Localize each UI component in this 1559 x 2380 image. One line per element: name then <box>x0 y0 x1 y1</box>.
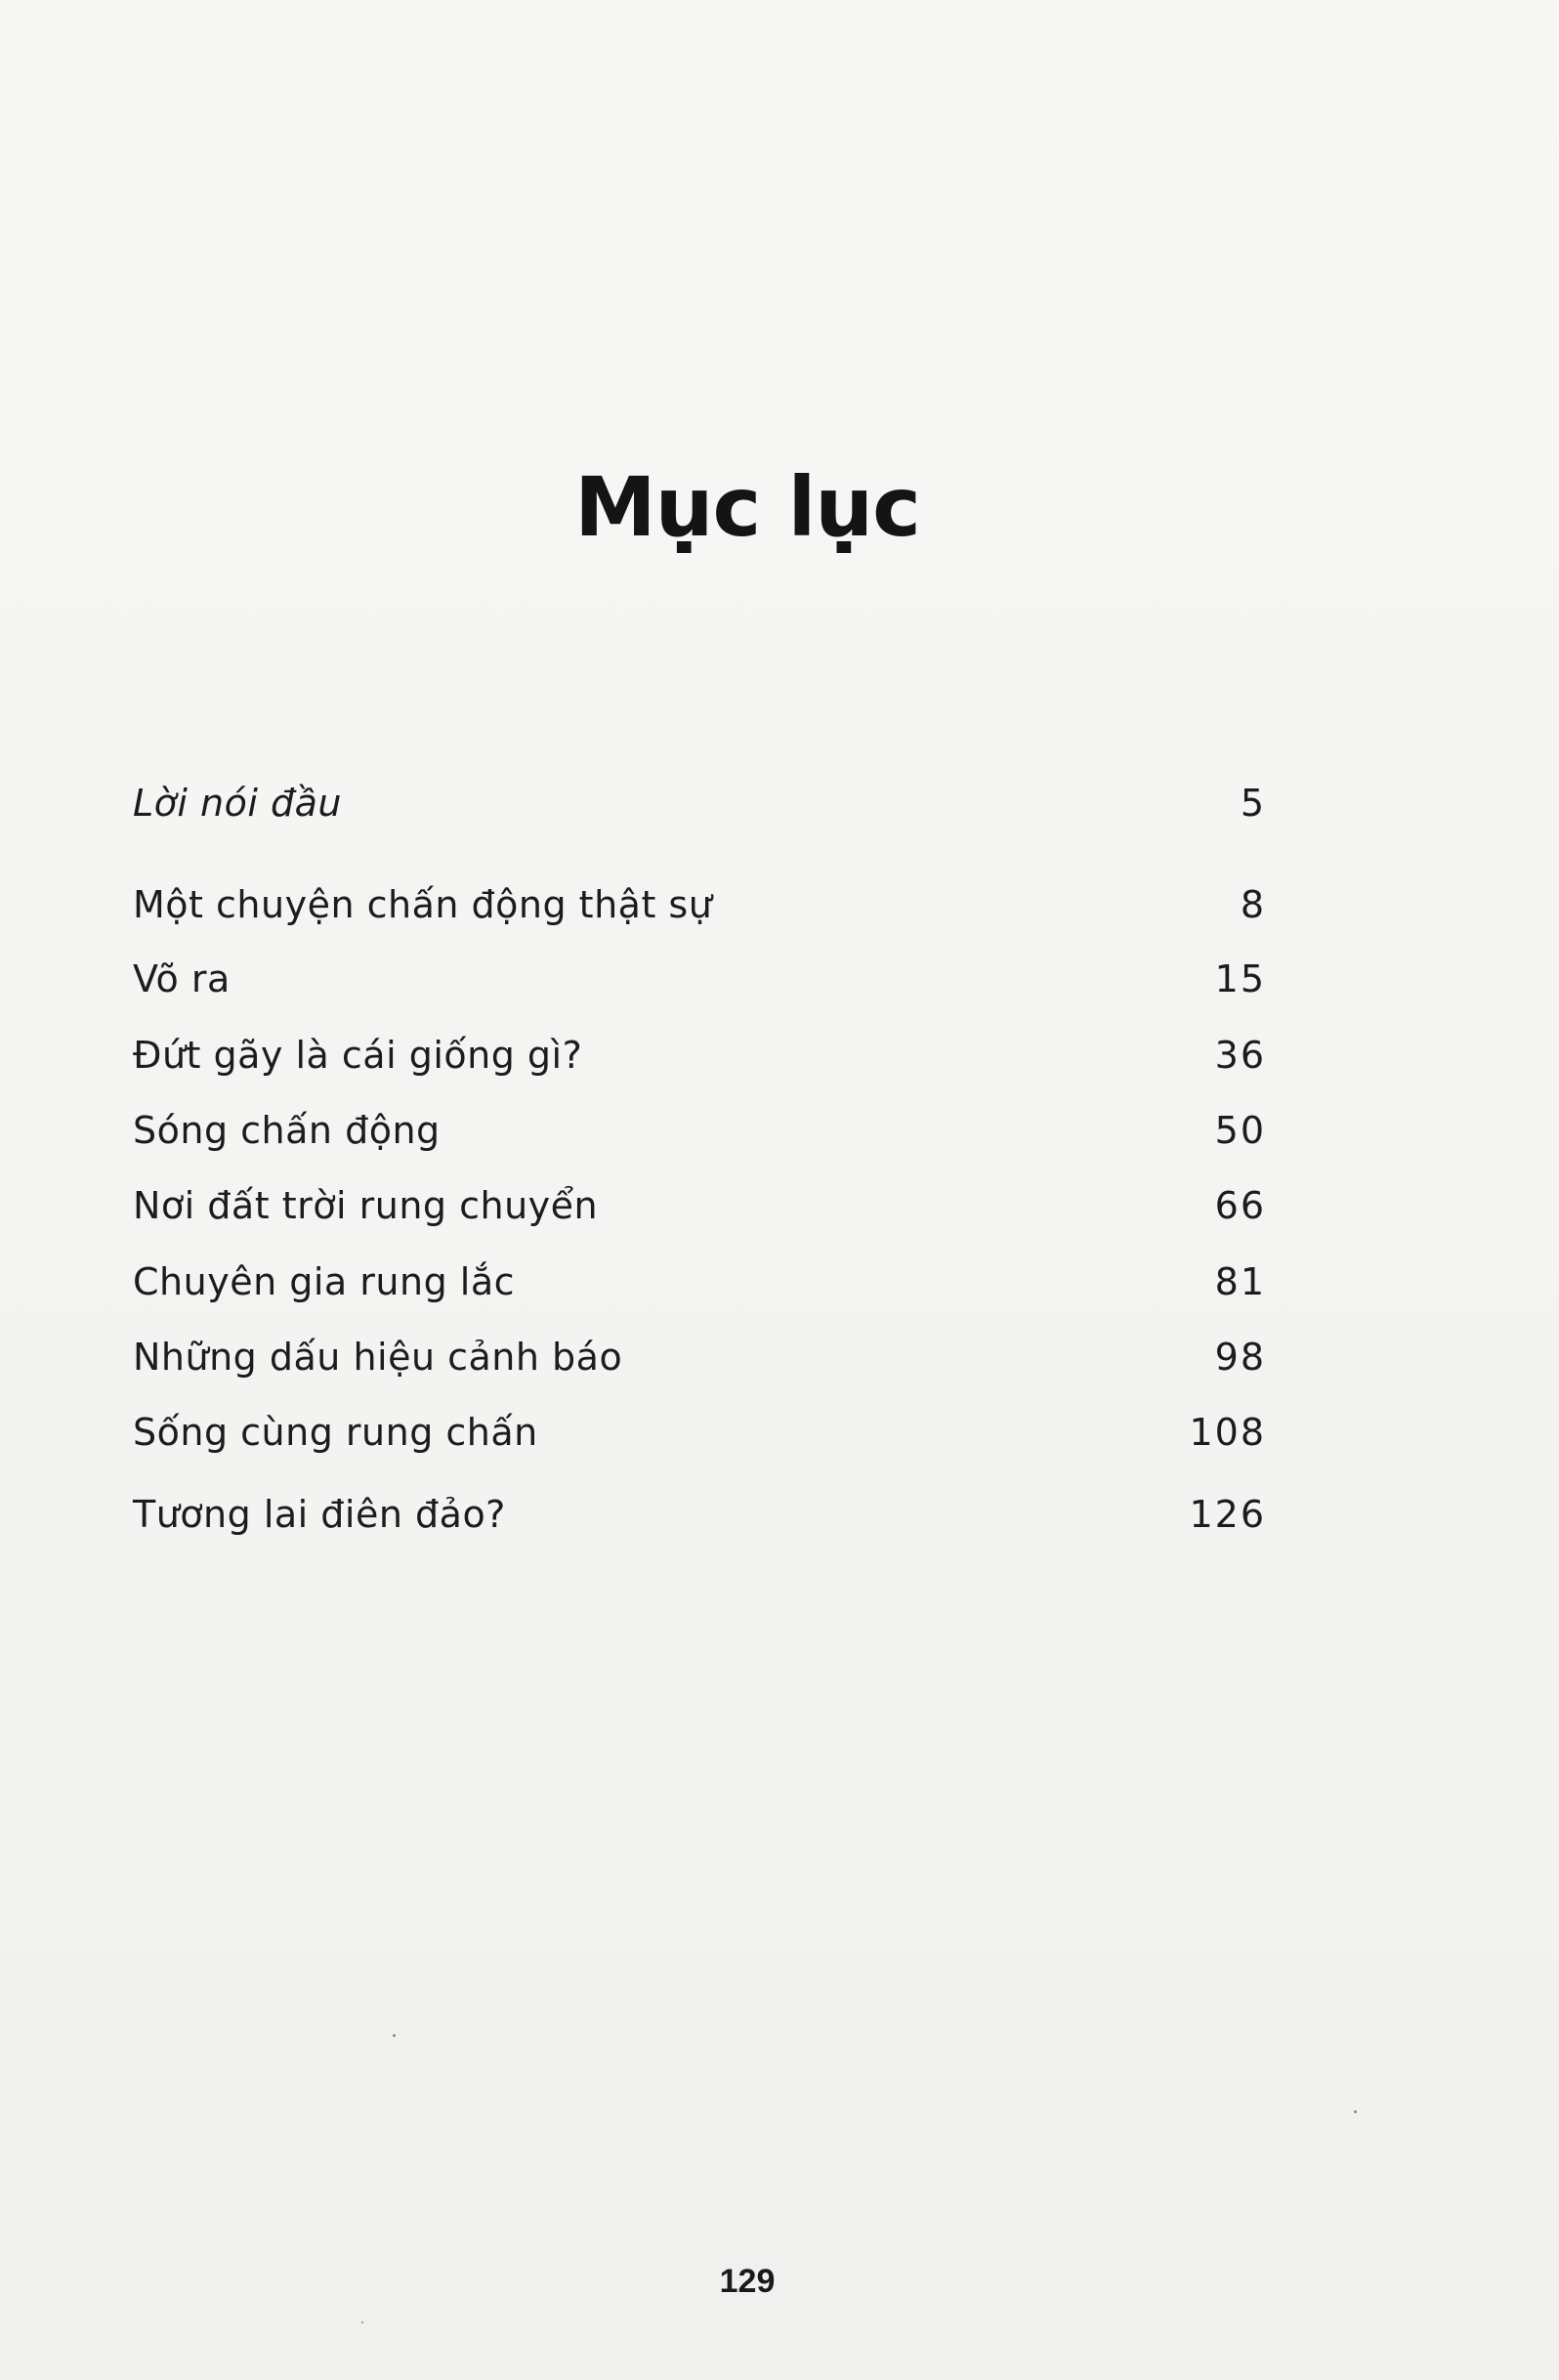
toc-entry-title: Sóng chấn động <box>133 1109 441 1152</box>
toc-entry-title: Sống cùng rung chấn <box>133 1411 538 1454</box>
paper-speck <box>1354 2110 1357 2113</box>
toc-entry-title: Tương lai điên đảo? <box>133 1493 506 1536</box>
toc-entry-title: Đứt gãy là cái giống gì? <box>133 1034 583 1077</box>
paper-speck <box>361 2321 363 2323</box>
toc-entry-page: 108 <box>1189 1411 1266 1454</box>
toc-entry <box>133 1026 1266 1084</box>
toc-entry <box>133 950 1266 1008</box>
toc-entry-title: Nơi đất trời rung chuyển <box>133 1184 599 1227</box>
toc-entry <box>133 1176 1266 1235</box>
toc-entry-page: 15 <box>1214 957 1266 1000</box>
toc-entry-page: 126 <box>1189 1493 1266 1536</box>
paper-speck <box>393 2034 396 2037</box>
toc-entry <box>133 1101 1266 1160</box>
toc-entry <box>133 774 1266 832</box>
toc-entry-title: Một chuyện chấn động thật sự <box>133 883 713 926</box>
page-number: 129 <box>719 2263 776 2300</box>
toc-entry-title: Lời nói đầu <box>133 782 343 825</box>
toc-entry-title: Võ ra <box>133 957 231 1000</box>
toc-entry-page: 5 <box>1240 782 1266 825</box>
page-title: Mục lục <box>574 459 920 555</box>
toc-entry <box>133 1403 1266 1462</box>
toc-entry-page: 66 <box>1214 1184 1266 1227</box>
table-of-contents <box>133 0 1266 2380</box>
toc-entry-page: 98 <box>1214 1336 1266 1379</box>
toc-entry <box>133 875 1266 934</box>
toc-entry-page: 36 <box>1214 1034 1266 1077</box>
toc-entry-page: 8 <box>1240 883 1266 926</box>
toc-entry-title: Chuyên gia rung lắc <box>133 1260 516 1303</box>
toc-entry <box>133 1253 1266 1311</box>
toc-entry <box>133 1485 1266 1544</box>
toc-entry-page: 50 <box>1214 1109 1266 1152</box>
toc-entry-page: 81 <box>1214 1260 1266 1303</box>
toc-entry <box>133 1328 1266 1386</box>
toc-entry-title: Những dấu hiệu cảnh báo <box>133 1336 623 1379</box>
